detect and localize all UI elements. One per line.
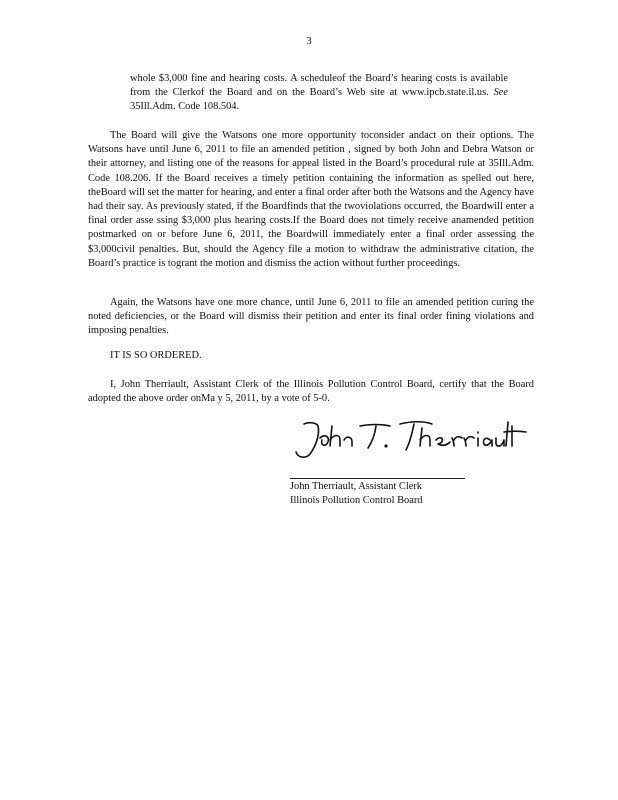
handwritten-signature — [290, 416, 530, 464]
block-quote — [130, 72, 508, 115]
signatory-name-title: John Therriault, Assistant Clerk — [290, 481, 422, 492]
block-quote-citation: 35Ill.Adm. Code 108.504. — [130, 101, 240, 113]
signature-block — [290, 480, 510, 507]
paragraph-opportunity: The Board will give the Watsons one more opportunity toconsider andact on their options. The Watsons have until June 6, 2011 to file an amended petition , signed by both John and Debra Watson or their attorney, and listing one of the reasons for appeal listed in the Board’s procedural rule at 35Ill.Adm. Code 108.206. If the Board receives a timely petition containing the information as spelled out here, theBoard will set the matter for hearing, and enter a final order after both the Watsons and the Agency have had their say. As previously stated, if the Boardfinds that the twoviolations occurred, the Boardwill enter a final order asse ssing $3,000 plus hearing costs.If the Board does not timely receive anamended petition postmarked on or before June 6, 2011, the Boardwill immediately enter a final order assessing the $3,000civil penalties. But, should the Agency file a motion to withdraw the administrative citation, the Board’s practice is togrant the motion and dismiss the action without further proceedings. — [88, 130, 534, 269]
page-number: 3 — [306, 35, 312, 47]
paragraph-one-more-chance: Again, the Watsons have one more chance, until June 6, 2011 to file an amended petition curing the noted deficiencies, or the Board will dismiss their petition and enter its final order fining violations and imposing penalties. — [88, 297, 534, 337]
certification-paragraph: I, John Therriault, Assistant Clerk of the Illinois Pollution Control Board, certify that the Board adopted the above order onMa y 5, 2011, by a vote of 5-0. — [88, 379, 534, 405]
signature-line — [290, 478, 465, 479]
see-citation-signal: See — [493, 87, 508, 99]
block-quote-text: whole $3,000 fine and hearing costs. A scheduleof the Board’s hearing costs is available from the Clerkof the Board and on the Board’s Web site at www.ipcb.state.il.us. — [130, 73, 508, 99]
so-ordered-line: IT IS SO ORDERED. — [110, 350, 202, 361]
signatory-organization: Illinois Pollution Control Board — [290, 494, 423, 506]
